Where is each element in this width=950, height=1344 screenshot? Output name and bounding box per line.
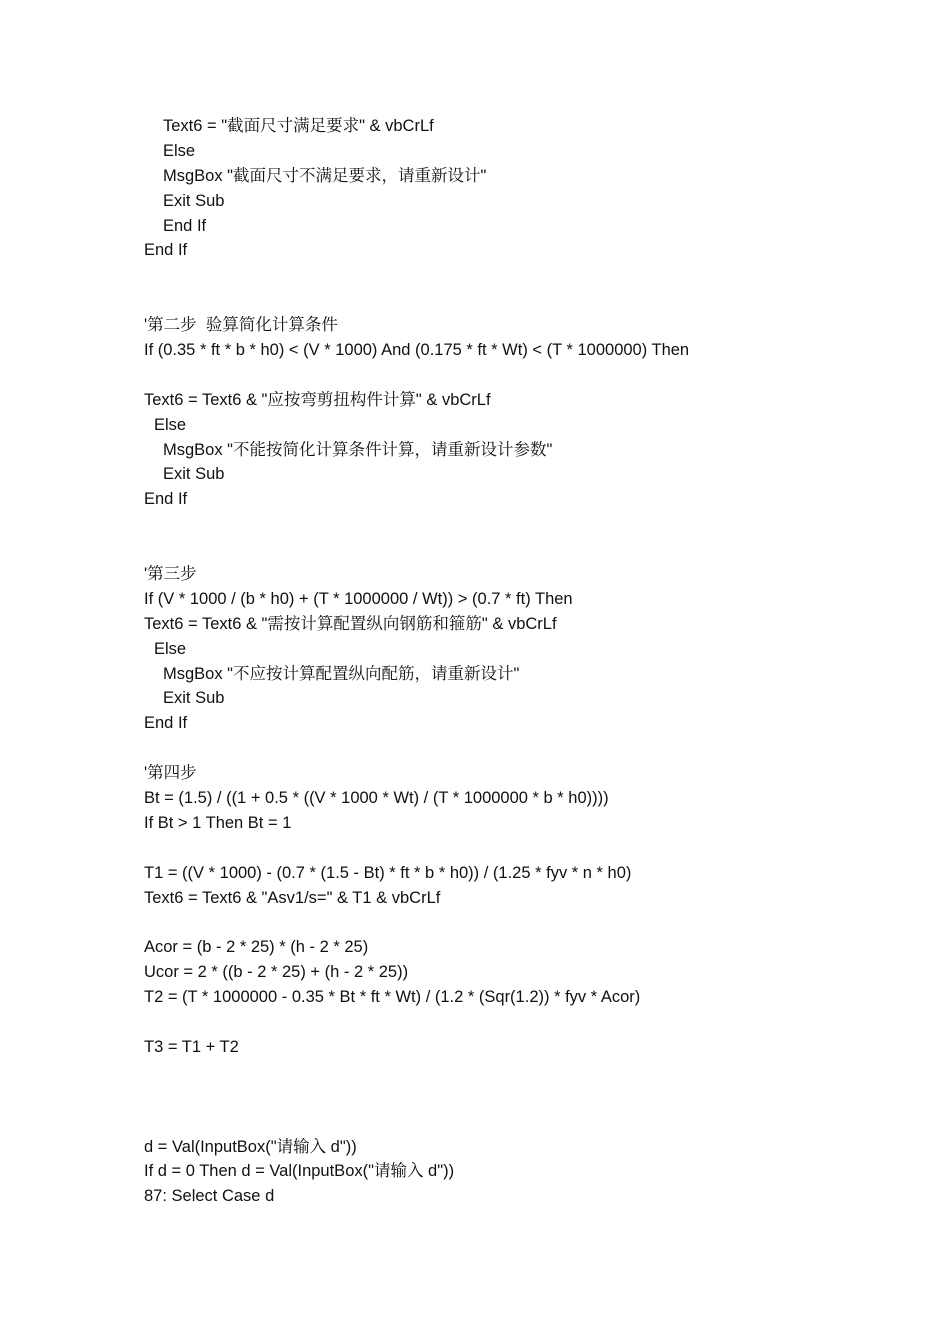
code-line: Text6 = Text6 & "Asv1/s=" & T1 & vbCrLf: [144, 888, 441, 907]
code-line: Ucor = 2 * ((b - 2 * 25) + (h - 2 * 25)): [144, 963, 409, 982]
blank-line: [144, 1110, 904, 1135]
code-line: If (0.35 * ft * b * h0) < (V * 1000) And (0.175 * ft * Wt) < (T * 1000000) Then: [144, 341, 690, 360]
code-line: End If: [144, 490, 188, 509]
code-line: Exit Sub: [163, 465, 225, 484]
code-line: 87: Select Case d: [144, 1187, 275, 1206]
blank-line: [144, 263, 904, 288]
code-line: Exit Sub: [163, 191, 225, 210]
code-line: T1 = ((V * 1000) - (0.7 * (1.5 - Bt) * ft * b * h0)) / (1.25 * fyv * n * h0): [144, 863, 632, 882]
code-line: d = Val(InputBox("请输入 d")): [144, 1137, 357, 1156]
code-line: Text6 = Text6 & "需按计算配置纵向钢筋和箍筋" & vbCrLf: [144, 614, 557, 633]
blank-line: [144, 537, 904, 562]
code-comment: '第二步 验算简化计算条件: [144, 316, 338, 335]
code-line: MsgBox "不能按简化计算条件计算，请重新设计参数": [163, 440, 553, 459]
blank-line: [144, 1010, 904, 1035]
code-line: End If: [144, 241, 188, 260]
code-line: End If: [144, 714, 188, 733]
code-line: Text6 = "截面尺寸满足要求" & vbCrLf: [163, 117, 434, 135]
code-listing: [144, 114, 904, 1209]
code-line: Exit Sub: [163, 689, 225, 708]
blank-line: [144, 1085, 904, 1110]
code-line: T2 = (T * 1000000 - 0.35 * Bt * ft * Wt) / (1.2 * (Sqr(1.2)) * fyv * Acor): [144, 988, 641, 1007]
blank-line: [144, 736, 904, 761]
code-comment: '第四步: [144, 764, 197, 783]
code-line: If d = 0 Then d = Val(InputBox("请输入 d")): [144, 1162, 455, 1181]
code-comment: '第三步: [144, 565, 197, 584]
blank-line: [144, 363, 904, 388]
code-line: If Bt > 1 Then Bt = 1: [144, 813, 292, 832]
code-line: MsgBox "截面尺寸不满足要求，请重新设计": [163, 166, 487, 185]
code-line: T3 = T1 + T2: [144, 1037, 239, 1056]
blank-line: [144, 836, 904, 861]
code-line: Bt = (1.5) / ((1 + 0.5 * ((V * 1000 * Wt) / (T * 1000000 * b * h0)))): [144, 789, 609, 808]
code-line: If (V * 1000 / (b * h0) + (T * 1000000 / Wt)) > (0.7 * ft) Then: [144, 589, 573, 608]
code-line: Else: [154, 415, 187, 434]
blank-line: [144, 288, 904, 313]
blank-line: [144, 1060, 904, 1085]
blank-line: [144, 911, 904, 936]
code-line: Acor = (b - 2 * 25) * (h - 2 * 25): [144, 938, 369, 957]
code-line: Else: [154, 639, 187, 658]
blank-line: [144, 512, 904, 537]
code-line: End If: [163, 216, 207, 235]
code-line: Text6 = Text6 & "应按弯剪扭构件计算" & vbCrLf: [144, 390, 491, 409]
code-line: Else: [163, 141, 196, 160]
code-line: MsgBox "不应按计算配置纵向配筋，请重新设计": [163, 664, 520, 683]
